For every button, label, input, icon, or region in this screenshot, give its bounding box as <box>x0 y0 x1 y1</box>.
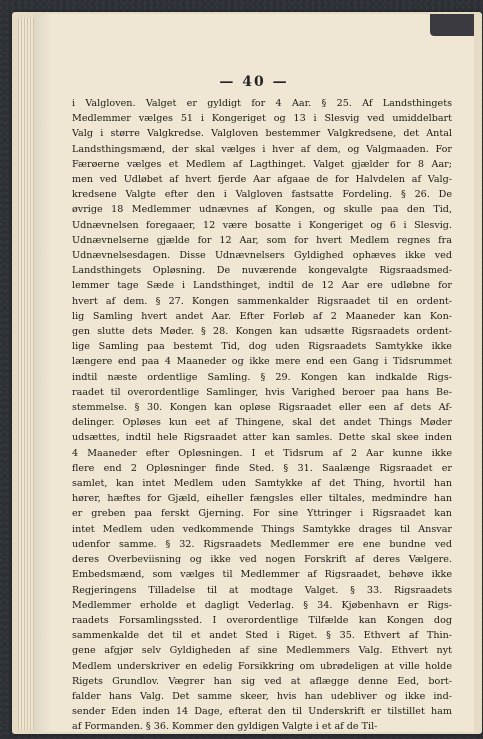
text-line: Udnævnelsen foregaaer, 12 være bosatte i Kongeriget og 6 i Slesvig. <box>72 219 452 231</box>
text-line: udenfor samme. § 32. Rigsraadets Medlemmer ere ene bundne ved <box>72 538 452 550</box>
text-line: kredsene Valgte efter den i Valgloven fastsatte Fordeling. § 26. De <box>72 189 452 201</box>
text-line: gen slutte dets Møder. § 28. Kongen kan udsætte Rigsraadets ordent- <box>72 326 452 338</box>
text-line: i Valgloven. Valget er gyldigt for 4 Aar. § 25. Af Landsthingets <box>72 98 452 109</box>
text-line: Medlemmer erholde et dagligt Vederlag. § 34. Kjøbenhavn er Rigs- <box>72 599 452 611</box>
text-line: Færøerne vælges et Medlem af Lagthinget. Valget gjælder for 8 Aar; <box>72 158 452 170</box>
text-line: Medlem underskriver en edelig Forsikkring om ubrødeligen at ville holde <box>72 660 452 672</box>
text-line: gene afgjør selv Gyldigheden af sine Medlemmers Valg. Ethvert nyt <box>72 645 452 657</box>
text-line: deres Overbeviisning og ikke ved nogen Forskrift af deres Vælgere. <box>72 554 452 566</box>
body-text <box>72 96 452 735</box>
text-line: flere end 2 Opløsninger finde Sted. § 31. Saalænge Rigsraadet er <box>72 462 452 474</box>
text-line: Udnævnelsesdagen. Disse Udnævnelsers Gyldighed ophæves ikke ved <box>72 250 452 262</box>
page-number: — 40 — <box>219 74 289 90</box>
text-line: udsættes, indtil hele Rigsraadet atter kan samles. Dette skal skee inden <box>72 432 452 444</box>
text-line: lig Samling hvert andet Aar. Efter Forløb af 2 Maaneder kan Kon- <box>72 310 452 322</box>
text-line: falder hans Valg. Det samme skeer, hvis han udebliver og ikke ind- <box>72 690 452 702</box>
text-line: men ved Udløbet af hvert fjerde Aar afgaae de for Halvdelen af Valg- <box>72 174 452 186</box>
text-line: længere end paa 4 Maaneder og ikke mere end een Gang i Tidsrummet <box>72 356 452 368</box>
text-line: Medlemmer vælges 51 i Kongeriget og 13 i Slesvig ved umiddelbart <box>72 113 452 125</box>
text-line: 4 Maaneder efter Opløsningen. I et Tidsrum af 2 Aar kunne ikke <box>72 447 452 459</box>
text-line: sender Eden inden 14 Dage, efterat den til Underskrift er tilstillet ham <box>72 706 452 718</box>
text-line: Landsthingsmænd, der skal vælges i hver af dem, og Valgmaaden. For <box>72 143 452 155</box>
text-line: øvrige 18 Medlemmer udnævnes af Kongen, og skulle paa den Tid, <box>72 204 452 216</box>
text-line: delinger. Opløses kun eet af Thingene, skal det andet Things Møder <box>72 417 452 429</box>
text-line: samlet, kan intet Medlem uden Samtykke af det Thing, hvortil han <box>72 478 452 490</box>
text-line: Udnævnelserne gjælde for 12 Aar, som for hvert Medlem regnes fra <box>72 234 452 246</box>
text-line: lemmer tage Sæde i Landsthinget, indtil de 12 Aar ere udløbne for <box>72 280 452 292</box>
text-line: Valg i større Valgkredse. Valgloven bestemmer Valgkredsene, det Antal <box>72 128 452 140</box>
text-line: indtil næste ordentlige Samling. § 29. Kongen kan indkalde Rigs- <box>72 371 452 383</box>
text-line: hvert af dem. § 27. Kongen sammenkalder Rigsraadet til en ordent- <box>72 295 452 307</box>
text-line: hører, hæftes for Gjæld, eiheller fængsles eller tiltales, medmindre han <box>72 493 452 505</box>
page-edges <box>18 18 34 730</box>
text-line: er greben paa ferskt Gjerning. For sine Yttringer i Rigsraadet kan <box>72 508 452 520</box>
bookmark-ribbon <box>430 14 474 36</box>
text-line: sammenkalde det til et andet Sted i Riget. § 35. Ethvert af Thin- <box>72 630 452 642</box>
text-line: af Formanden. § 36. Kommer den gyldigen Valgte i et af de Til- <box>72 721 378 733</box>
text-line: Rigets Grundlov. Vægrer han sig ved at aflægge denne Eed, bort- <box>72 675 452 687</box>
text-line: raadet til overordentlige Samlinger, hvis Varighed beroer paa hans Be- <box>72 386 452 398</box>
text-line: raadets Forsamlingssted. I overordentlige Tilfælde kan Kongen dog <box>72 614 452 626</box>
text-line: Embedsmænd, som vælges til Medlemmer af Rigsraadet, behøve ikke <box>72 569 452 581</box>
text-line: intet Medlem uden vedkommende Things Samtykke drages til Ansvar <box>72 523 452 535</box>
text-line: Regjeringens Tilladelse til at modtage Valget. § 33. Rigsraadets <box>72 584 452 596</box>
text-line: lige Samling paa bestemt Tid, dog uden Rigsraadets Samtykke ikke <box>72 341 452 353</box>
text-line: Landsthingets Opløsning. De nuværende kongevalgte Rigsraadsmed- <box>72 265 452 277</box>
text-line: stemmelse. § 30. Kongen kan opløse Rigsraadet eller een af dets Af- <box>72 402 452 414</box>
